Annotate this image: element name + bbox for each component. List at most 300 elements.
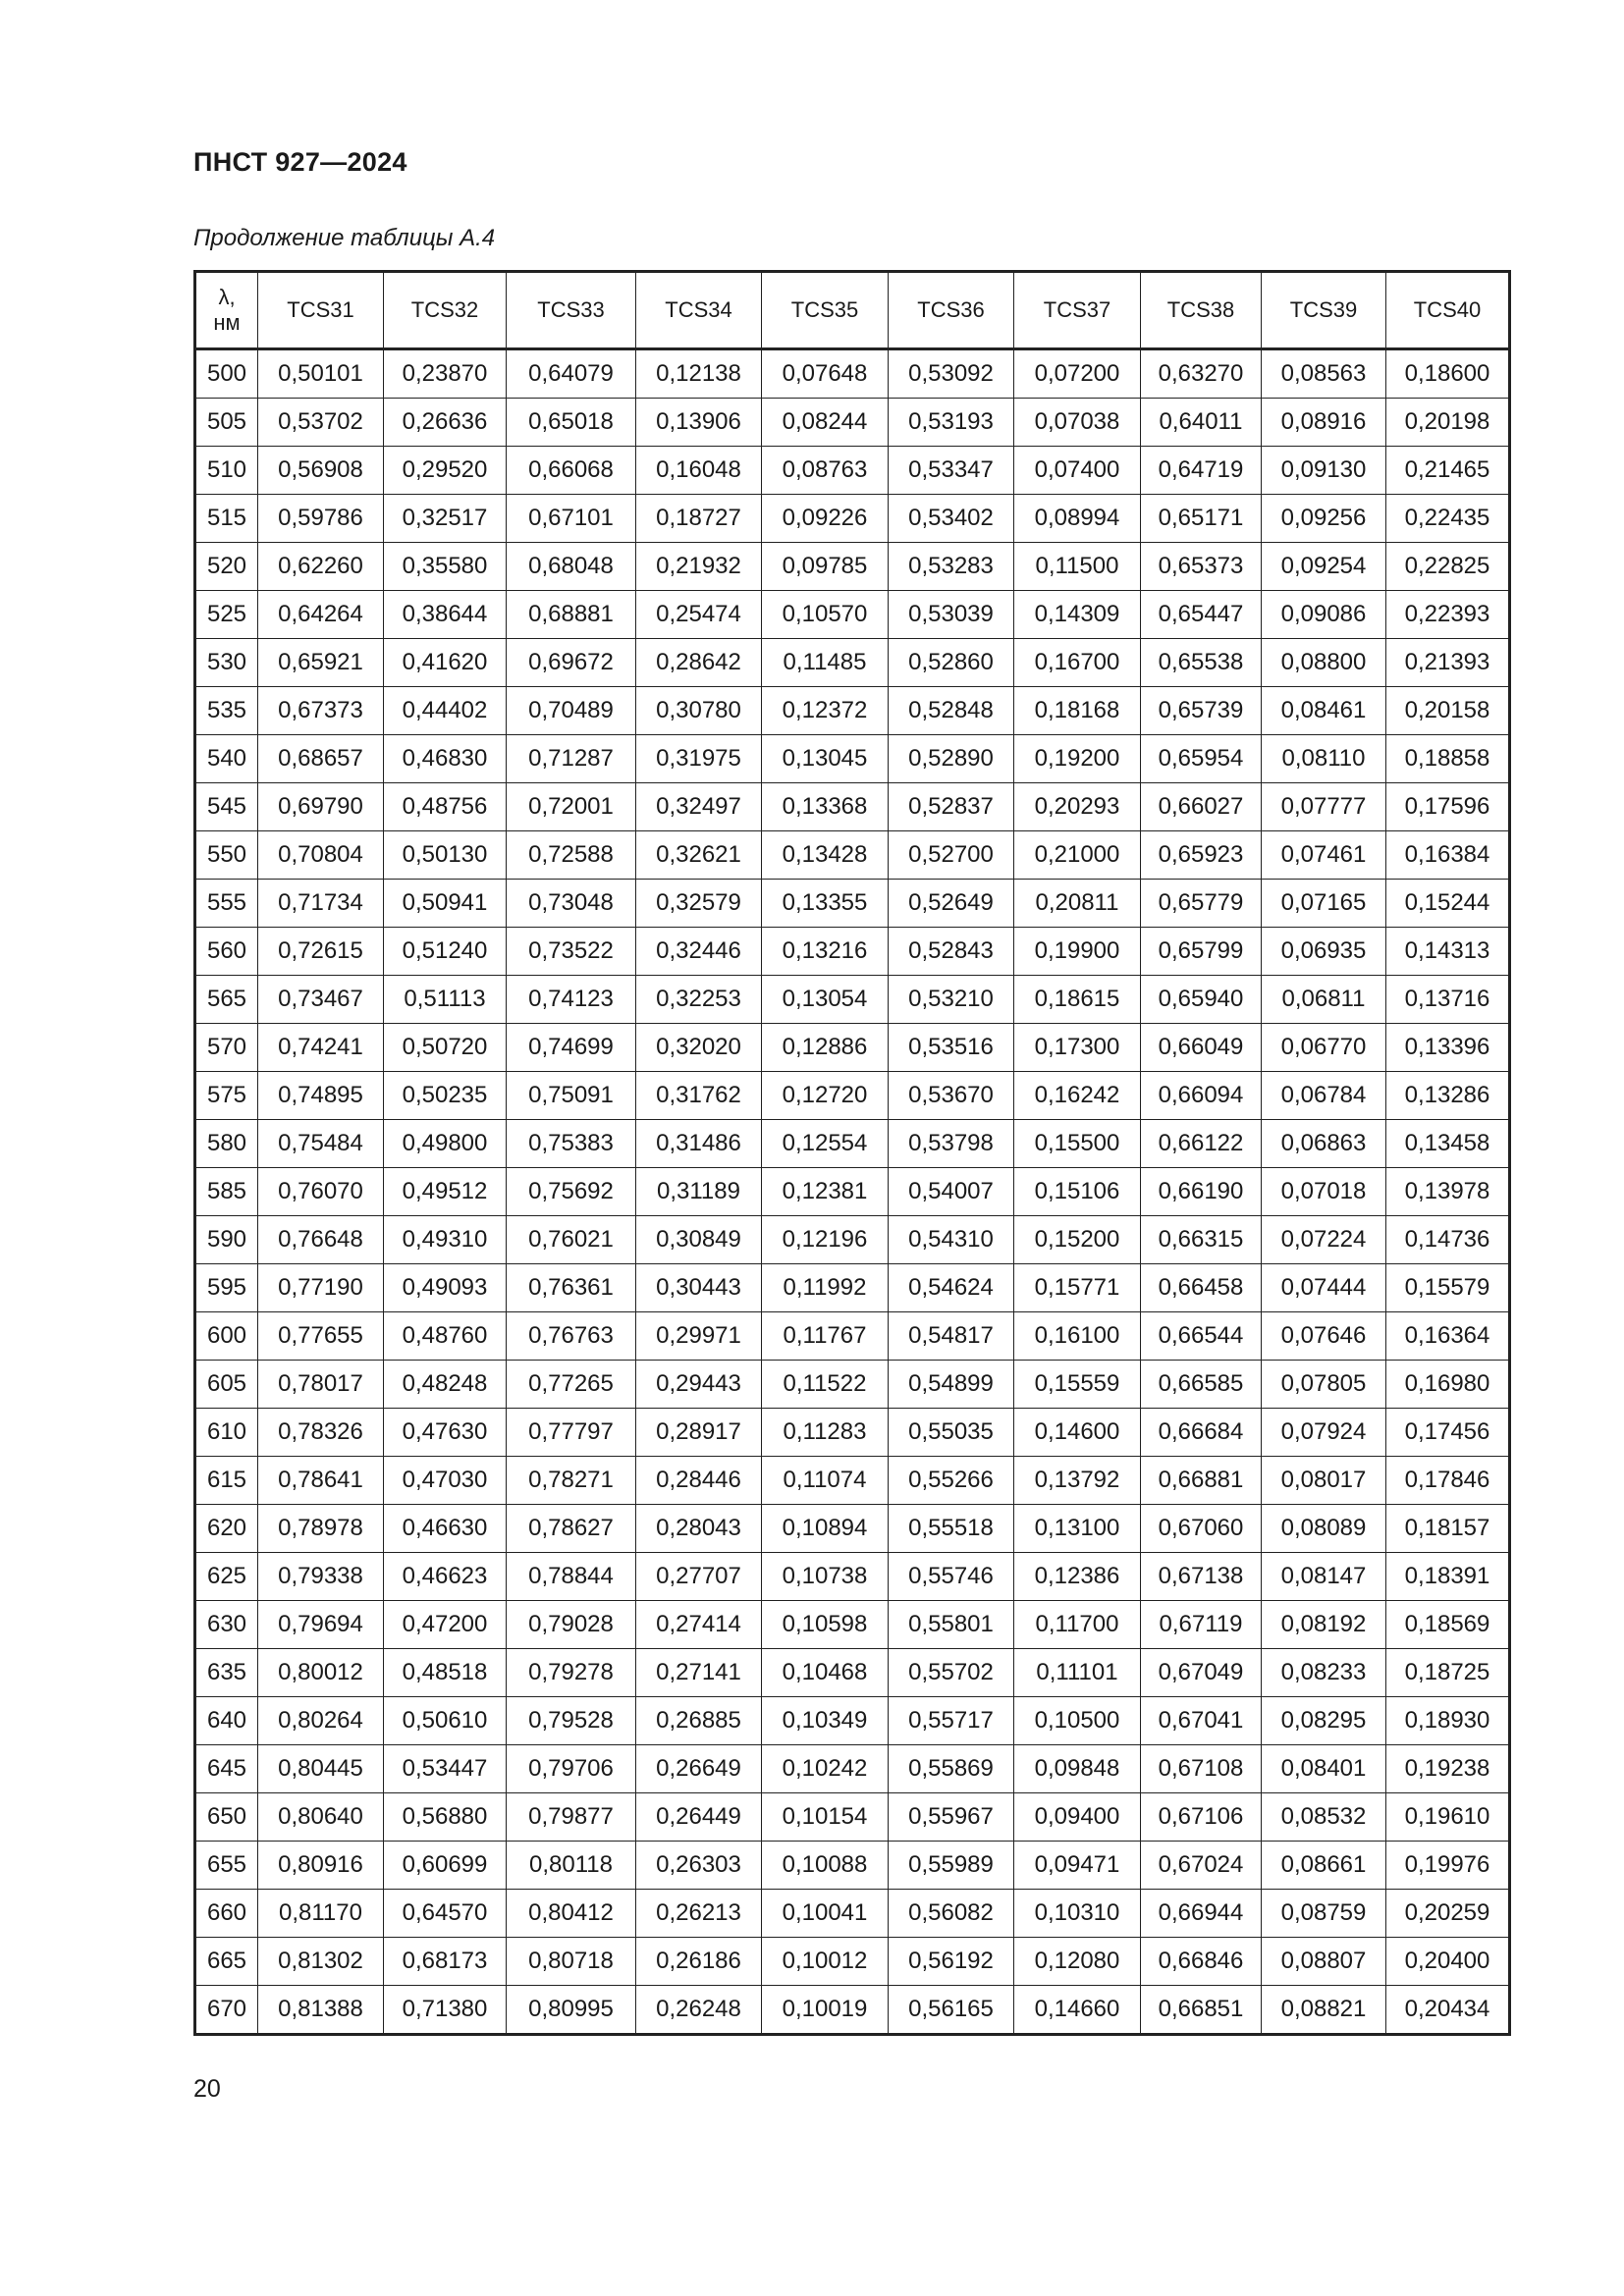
- value-cell: 0,26885: [636, 1697, 762, 1745]
- value-cell: 0,32621: [636, 831, 762, 880]
- table-row: [195, 495, 1510, 543]
- value-cell: 0,10349: [762, 1697, 889, 1745]
- table-row: [195, 687, 1510, 735]
- value-cell: 0,74241: [258, 1024, 384, 1072]
- value-cell: 0,10500: [1014, 1697, 1141, 1745]
- wavelength-cell: 580: [195, 1120, 258, 1168]
- value-cell: 0,08763: [762, 447, 889, 495]
- value-cell: 0,30443: [636, 1264, 762, 1312]
- table-caption: Продолжение таблицы А.4: [193, 225, 496, 251]
- value-cell: 0,30780: [636, 687, 762, 735]
- value-cell: 0,18157: [1386, 1505, 1510, 1553]
- value-cell: 0,75091: [507, 1072, 636, 1120]
- value-cell: 0,14309: [1014, 591, 1141, 639]
- value-cell: 0,09400: [1014, 1793, 1141, 1842]
- value-cell: 0,14313: [1386, 928, 1510, 976]
- value-cell: 0,80412: [507, 1890, 636, 1938]
- value-cell: 0,12372: [762, 687, 889, 735]
- value-cell: 0,53670: [889, 1072, 1014, 1120]
- value-cell: 0,20293: [1014, 783, 1141, 831]
- value-cell: 0,80012: [258, 1649, 384, 1697]
- table-row: [195, 1601, 1510, 1649]
- value-cell: 0,64264: [258, 591, 384, 639]
- table-row: [195, 1553, 1510, 1601]
- value-cell: 0,13368: [762, 783, 889, 831]
- value-cell: 0,65373: [1141, 543, 1262, 591]
- value-cell: 0,20400: [1386, 1938, 1510, 1986]
- value-cell: 0,11992: [762, 1264, 889, 1312]
- value-cell: 0,12080: [1014, 1938, 1141, 1986]
- value-cell: 0,53347: [889, 447, 1014, 495]
- value-cell: 0,56192: [889, 1938, 1014, 1986]
- value-cell: 0,70489: [507, 687, 636, 735]
- value-cell: 0,07461: [1262, 831, 1386, 880]
- value-cell: 0,77190: [258, 1264, 384, 1312]
- value-cell: 0,10019: [762, 1986, 889, 2035]
- document-header: ПНСТ 927—2024: [193, 147, 407, 177]
- value-cell: 0,66122: [1141, 1120, 1262, 1168]
- value-cell: 0,18725: [1386, 1649, 1510, 1697]
- value-cell: 0,08800: [1262, 639, 1386, 687]
- value-cell: 0,63270: [1141, 349, 1262, 399]
- value-cell: 0,66944: [1141, 1890, 1262, 1938]
- value-cell: 0,08563: [1262, 349, 1386, 399]
- value-cell: 0,10468: [762, 1649, 889, 1697]
- value-cell: 0,49093: [384, 1264, 507, 1312]
- value-cell: 0,79028: [507, 1601, 636, 1649]
- value-cell: 0,54899: [889, 1361, 1014, 1409]
- value-cell: 0,52700: [889, 831, 1014, 880]
- value-cell: 0,41620: [384, 639, 507, 687]
- value-cell: 0,52649: [889, 880, 1014, 928]
- value-cell: 0,11700: [1014, 1601, 1141, 1649]
- value-cell: 0,18727: [636, 495, 762, 543]
- wavelength-cell: 540: [195, 735, 258, 783]
- table-row: [195, 1649, 1510, 1697]
- value-cell: 0,67060: [1141, 1505, 1262, 1553]
- wavelength-cell: 590: [195, 1216, 258, 1264]
- value-cell: 0,55967: [889, 1793, 1014, 1842]
- value-cell: 0,78844: [507, 1553, 636, 1601]
- value-cell: 0,68881: [507, 591, 636, 639]
- value-cell: 0,70804: [258, 831, 384, 880]
- value-cell: 0,55717: [889, 1697, 1014, 1745]
- wavelength-cell: 615: [195, 1457, 258, 1505]
- value-cell: 0,15200: [1014, 1216, 1141, 1264]
- value-cell: 0,15771: [1014, 1264, 1141, 1312]
- value-cell: 0,07038: [1014, 399, 1141, 447]
- value-cell: 0,08017: [1262, 1457, 1386, 1505]
- value-cell: 0,65538: [1141, 639, 1262, 687]
- value-cell: 0,75692: [507, 1168, 636, 1216]
- value-cell: 0,79278: [507, 1649, 636, 1697]
- table-row: [195, 1312, 1510, 1361]
- value-cell: 0,65018: [507, 399, 636, 447]
- value-cell: 0,09471: [1014, 1842, 1141, 1890]
- value-cell: 0,16242: [1014, 1072, 1141, 1120]
- value-cell: 0,50130: [384, 831, 507, 880]
- value-cell: 0,50101: [258, 349, 384, 399]
- table-row: [195, 1697, 1510, 1745]
- value-cell: 0,09130: [1262, 447, 1386, 495]
- table-row: [195, 928, 1510, 976]
- value-cell: 0,19610: [1386, 1793, 1510, 1842]
- value-cell: 0,65940: [1141, 976, 1262, 1024]
- value-cell: 0,54007: [889, 1168, 1014, 1216]
- table-row: [195, 447, 1510, 495]
- value-cell: 0,30849: [636, 1216, 762, 1264]
- value-cell: 0,10041: [762, 1890, 889, 1938]
- value-cell: 0,53092: [889, 349, 1014, 399]
- wavelength-cell: 665: [195, 1938, 258, 1986]
- value-cell: 0,67024: [1141, 1842, 1262, 1890]
- wavelength-cell: 585: [195, 1168, 258, 1216]
- value-cell: 0,20259: [1386, 1890, 1510, 1938]
- value-cell: 0,55266: [889, 1457, 1014, 1505]
- value-cell: 0,75383: [507, 1120, 636, 1168]
- value-cell: 0,67106: [1141, 1793, 1262, 1842]
- value-cell: 0,51240: [384, 928, 507, 976]
- value-cell: 0,52848: [889, 687, 1014, 735]
- value-cell: 0,76763: [507, 1312, 636, 1361]
- value-cell: 0,28446: [636, 1457, 762, 1505]
- value-cell: 0,11283: [762, 1409, 889, 1457]
- value-cell: 0,56165: [889, 1986, 1014, 2035]
- value-cell: 0,17456: [1386, 1409, 1510, 1457]
- value-cell: 0,13045: [762, 735, 889, 783]
- value-cell: 0,08994: [1014, 495, 1141, 543]
- value-cell: 0,22825: [1386, 543, 1510, 591]
- value-cell: 0,12554: [762, 1120, 889, 1168]
- value-cell: 0,50235: [384, 1072, 507, 1120]
- table-row: [195, 831, 1510, 880]
- value-cell: 0,32579: [636, 880, 762, 928]
- value-cell: 0,28642: [636, 639, 762, 687]
- value-cell: 0,07165: [1262, 880, 1386, 928]
- value-cell: 0,59786: [258, 495, 384, 543]
- wavelength-cell: 560: [195, 928, 258, 976]
- header-cell-tcs38: TCS38: [1141, 272, 1262, 349]
- value-cell: 0,81388: [258, 1986, 384, 2035]
- value-cell: 0,65954: [1141, 735, 1262, 783]
- wavelength-cell: 505: [195, 399, 258, 447]
- table-row: [195, 349, 1510, 399]
- value-cell: 0,69672: [507, 639, 636, 687]
- value-cell: 0,54624: [889, 1264, 1014, 1312]
- value-cell: 0,31189: [636, 1168, 762, 1216]
- wavelength-cell: 655: [195, 1842, 258, 1890]
- header-unit: нм: [213, 310, 241, 335]
- value-cell: 0,80995: [507, 1986, 636, 2035]
- value-cell: 0,55518: [889, 1505, 1014, 1553]
- value-cell: 0,22393: [1386, 591, 1510, 639]
- value-cell: 0,74895: [258, 1072, 384, 1120]
- value-cell: 0,09848: [1014, 1745, 1141, 1793]
- value-cell: 0,15244: [1386, 880, 1510, 928]
- value-cell: 0,46830: [384, 735, 507, 783]
- value-cell: 0,26636: [384, 399, 507, 447]
- header-cell-tcs31: TCS31: [258, 272, 384, 349]
- value-cell: 0,31486: [636, 1120, 762, 1168]
- value-cell: 0,74699: [507, 1024, 636, 1072]
- header-cell-tcs37: TCS37: [1014, 272, 1141, 349]
- value-cell: 0,52860: [889, 639, 1014, 687]
- table-row: [195, 399, 1510, 447]
- value-cell: 0,46630: [384, 1505, 507, 1553]
- value-cell: 0,80718: [507, 1938, 636, 1986]
- value-cell: 0,65739: [1141, 687, 1262, 735]
- value-cell: 0,07444: [1262, 1264, 1386, 1312]
- value-cell: 0,06863: [1262, 1120, 1386, 1168]
- table-row: [195, 1793, 1510, 1842]
- value-cell: 0,50610: [384, 1697, 507, 1745]
- value-cell: 0,80445: [258, 1745, 384, 1793]
- value-cell: 0,47030: [384, 1457, 507, 1505]
- value-cell: 0,10242: [762, 1745, 889, 1793]
- value-cell: 0,19976: [1386, 1842, 1510, 1890]
- value-cell: 0,32020: [636, 1024, 762, 1072]
- wavelength-cell: 510: [195, 447, 258, 495]
- table-row: [195, 543, 1510, 591]
- value-cell: 0,66846: [1141, 1938, 1262, 1986]
- value-cell: 0,08401: [1262, 1745, 1386, 1793]
- value-cell: 0,18600: [1386, 349, 1510, 399]
- value-cell: 0,13792: [1014, 1457, 1141, 1505]
- table-row: [195, 1024, 1510, 1072]
- value-cell: 0,67041: [1141, 1697, 1262, 1745]
- value-cell: 0,15106: [1014, 1168, 1141, 1216]
- value-cell: 0,13100: [1014, 1505, 1141, 1553]
- value-cell: 0,08759: [1262, 1890, 1386, 1938]
- table-row: [195, 1409, 1510, 1457]
- wavelength-cell: 605: [195, 1361, 258, 1409]
- value-cell: 0,11767: [762, 1312, 889, 1361]
- value-cell: 0,73048: [507, 880, 636, 928]
- value-cell: 0,18615: [1014, 976, 1141, 1024]
- value-cell: 0,11500: [1014, 543, 1141, 591]
- value-cell: 0,79706: [507, 1745, 636, 1793]
- wavelength-cell: 640: [195, 1697, 258, 1745]
- wavelength-cell: 530: [195, 639, 258, 687]
- value-cell: 0,32517: [384, 495, 507, 543]
- value-cell: 0,21465: [1386, 447, 1510, 495]
- value-cell: 0,08661: [1262, 1842, 1386, 1890]
- value-cell: 0,53798: [889, 1120, 1014, 1168]
- value-cell: 0,11101: [1014, 1649, 1141, 1697]
- value-cell: 0,08147: [1262, 1553, 1386, 1601]
- value-cell: 0,48760: [384, 1312, 507, 1361]
- wavelength-cell: 625: [195, 1553, 258, 1601]
- wavelength-cell: 565: [195, 976, 258, 1024]
- value-cell: 0,64570: [384, 1890, 507, 1938]
- value-cell: 0,15579: [1386, 1264, 1510, 1312]
- value-cell: 0,14736: [1386, 1216, 1510, 1264]
- value-cell: 0,12196: [762, 1216, 889, 1264]
- value-cell: 0,56082: [889, 1890, 1014, 1938]
- wavelength-cell: 550: [195, 831, 258, 880]
- value-cell: 0,78641: [258, 1457, 384, 1505]
- value-cell: 0,06811: [1262, 976, 1386, 1024]
- value-cell: 0,15500: [1014, 1120, 1141, 1168]
- value-cell: 0,53283: [889, 543, 1014, 591]
- value-cell: 0,06935: [1262, 928, 1386, 976]
- value-cell: 0,23870: [384, 349, 507, 399]
- value-cell: 0,35580: [384, 543, 507, 591]
- value-cell: 0,17300: [1014, 1024, 1141, 1072]
- header-cell-wavelength: [195, 272, 258, 349]
- value-cell: 0,60699: [384, 1842, 507, 1890]
- value-cell: 0,08233: [1262, 1649, 1386, 1697]
- value-cell: 0,10738: [762, 1553, 889, 1601]
- value-cell: 0,25474: [636, 591, 762, 639]
- value-cell: 0,28917: [636, 1409, 762, 1457]
- value-cell: 0,53402: [889, 495, 1014, 543]
- value-cell: 0,64079: [507, 349, 636, 399]
- value-cell: 0,22435: [1386, 495, 1510, 543]
- table-row: [195, 1120, 1510, 1168]
- header-cell-tcs33: TCS33: [507, 272, 636, 349]
- value-cell: 0,66458: [1141, 1264, 1262, 1312]
- wavelength-cell: 650: [195, 1793, 258, 1842]
- value-cell: 0,08110: [1262, 735, 1386, 783]
- value-cell: 0,68173: [384, 1938, 507, 1986]
- value-cell: 0,49800: [384, 1120, 507, 1168]
- value-cell: 0,66190: [1141, 1168, 1262, 1216]
- value-cell: 0,08295: [1262, 1697, 1386, 1745]
- value-cell: 0,20811: [1014, 880, 1141, 928]
- value-cell: 0,66027: [1141, 783, 1262, 831]
- value-cell: 0,28043: [636, 1505, 762, 1553]
- table-row: [195, 1505, 1510, 1553]
- wavelength-cell: 515: [195, 495, 258, 543]
- value-cell: 0,69790: [258, 783, 384, 831]
- value-cell: 0,09254: [1262, 543, 1386, 591]
- value-cell: 0,18391: [1386, 1553, 1510, 1601]
- value-cell: 0,48518: [384, 1649, 507, 1697]
- value-cell: 0,80640: [258, 1793, 384, 1842]
- value-cell: 0,79338: [258, 1553, 384, 1601]
- value-cell: 0,77655: [258, 1312, 384, 1361]
- value-cell: 0,17596: [1386, 783, 1510, 831]
- table-row: [195, 591, 1510, 639]
- value-cell: 0,16980: [1386, 1361, 1510, 1409]
- value-cell: 0,18930: [1386, 1697, 1510, 1745]
- value-cell: 0,72588: [507, 831, 636, 880]
- value-cell: 0,13978: [1386, 1168, 1510, 1216]
- header-cell-tcs40: TCS40: [1386, 272, 1510, 349]
- value-cell: 0,09086: [1262, 591, 1386, 639]
- wavelength-cell: 660: [195, 1890, 258, 1938]
- value-cell: 0,67101: [507, 495, 636, 543]
- value-cell: 0,13396: [1386, 1024, 1510, 1072]
- value-cell: 0,65779: [1141, 880, 1262, 928]
- page-number: 20: [193, 2075, 221, 2103]
- value-cell: 0,13355: [762, 880, 889, 928]
- value-cell: 0,53702: [258, 399, 384, 447]
- value-cell: 0,65447: [1141, 591, 1262, 639]
- value-cell: 0,12886: [762, 1024, 889, 1072]
- wavelength-cell: 600: [195, 1312, 258, 1361]
- value-cell: 0,47200: [384, 1601, 507, 1649]
- value-cell: 0,26449: [636, 1793, 762, 1842]
- table-row: [195, 1072, 1510, 1120]
- value-cell: 0,76648: [258, 1216, 384, 1264]
- value-cell: 0,11522: [762, 1361, 889, 1409]
- value-cell: 0,21932: [636, 543, 762, 591]
- value-cell: 0,07777: [1262, 783, 1386, 831]
- wavelength-cell: 500: [195, 349, 258, 399]
- value-cell: 0,07224: [1262, 1216, 1386, 1264]
- value-cell: 0,55035: [889, 1409, 1014, 1457]
- value-cell: 0,44402: [384, 687, 507, 735]
- value-cell: 0,52890: [889, 735, 1014, 783]
- table-row: [195, 1264, 1510, 1312]
- value-cell: 0,26303: [636, 1842, 762, 1890]
- table-row: [195, 1457, 1510, 1505]
- header-cell-tcs39: TCS39: [1262, 272, 1386, 349]
- value-cell: 0,71734: [258, 880, 384, 928]
- value-cell: 0,32446: [636, 928, 762, 976]
- value-cell: 0,26248: [636, 1986, 762, 2035]
- value-cell: 0,13286: [1386, 1072, 1510, 1120]
- wavelength-cell: 610: [195, 1409, 258, 1457]
- value-cell: 0,76070: [258, 1168, 384, 1216]
- value-cell: 0,32253: [636, 976, 762, 1024]
- wavelength-cell: 645: [195, 1745, 258, 1793]
- header-cell-tcs34: TCS34: [636, 272, 762, 349]
- value-cell: 0,10154: [762, 1793, 889, 1842]
- value-cell: 0,19200: [1014, 735, 1141, 783]
- value-cell: 0,15559: [1014, 1361, 1141, 1409]
- data-table: [193, 270, 1511, 2036]
- value-cell: 0,09785: [762, 543, 889, 591]
- value-cell: 0,74123: [507, 976, 636, 1024]
- wavelength-cell: 630: [195, 1601, 258, 1649]
- value-cell: 0,55869: [889, 1745, 1014, 1793]
- wavelength-cell: 595: [195, 1264, 258, 1312]
- value-cell: 0,18168: [1014, 687, 1141, 735]
- value-cell: 0,38644: [384, 591, 507, 639]
- value-cell: 0,72001: [507, 783, 636, 831]
- wavelength-cell: 520: [195, 543, 258, 591]
- value-cell: 0,53193: [889, 399, 1014, 447]
- value-cell: 0,31762: [636, 1072, 762, 1120]
- value-cell: 0,68048: [507, 543, 636, 591]
- value-cell: 0,76021: [507, 1216, 636, 1264]
- value-cell: 0,08089: [1262, 1505, 1386, 1553]
- value-cell: 0,27414: [636, 1601, 762, 1649]
- value-cell: 0,06784: [1262, 1072, 1386, 1120]
- value-cell: 0,55746: [889, 1553, 1014, 1601]
- value-cell: 0,81302: [258, 1938, 384, 1986]
- value-cell: 0,66315: [1141, 1216, 1262, 1264]
- value-cell: 0,29443: [636, 1361, 762, 1409]
- header-cell-tcs35: TCS35: [762, 272, 889, 349]
- value-cell: 0,67138: [1141, 1553, 1262, 1601]
- value-cell: 0,66049: [1141, 1024, 1262, 1072]
- value-cell: 0,16100: [1014, 1312, 1141, 1361]
- value-cell: 0,66544: [1141, 1312, 1262, 1361]
- value-cell: 0,50941: [384, 880, 507, 928]
- value-cell: 0,29520: [384, 447, 507, 495]
- value-cell: 0,20198: [1386, 399, 1510, 447]
- value-cell: 0,13716: [1386, 976, 1510, 1024]
- value-cell: 0,18569: [1386, 1601, 1510, 1649]
- value-cell: 0,66851: [1141, 1986, 1262, 2035]
- value-cell: 0,16048: [636, 447, 762, 495]
- value-cell: 0,20434: [1386, 1986, 1510, 2035]
- wavelength-cell: 545: [195, 783, 258, 831]
